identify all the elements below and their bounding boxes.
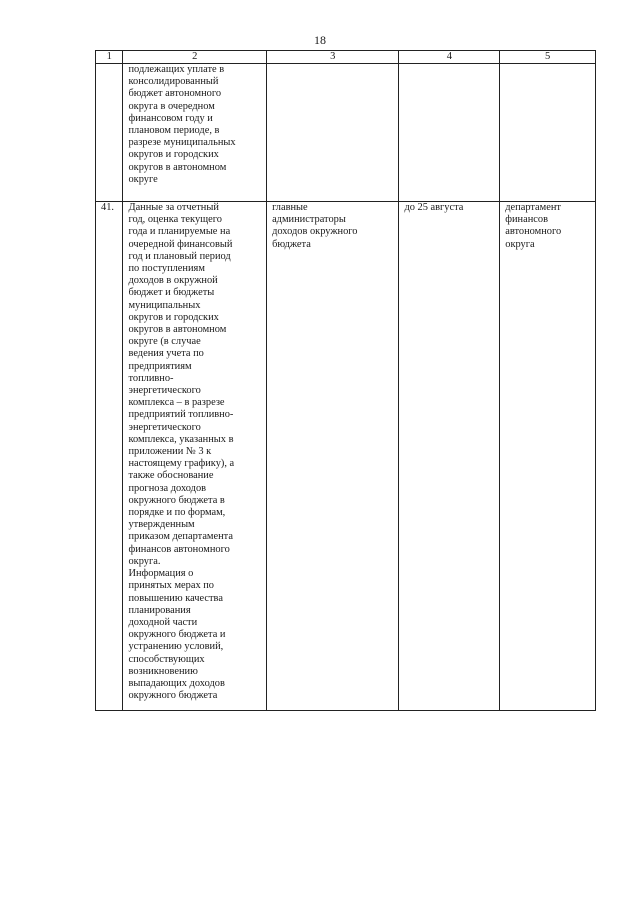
row-recipient <box>500 64 596 202</box>
row-responsible <box>267 64 399 202</box>
table-row <box>96 64 596 202</box>
row-recipient: департамент финансов автономного округа <box>500 202 596 711</box>
row-description: подлежащих уплате в консолидированный бюджет автономного округа в очередном финансовом году и плановом периоде, в разрезе муниципальных округов и городских округов в автономном округе <box>123 64 267 202</box>
row-number <box>96 64 123 202</box>
column-header-4: 4 <box>399 51 500 64</box>
column-header-1: 1 <box>96 51 123 64</box>
column-header-5: 5 <box>500 51 596 64</box>
table-row <box>96 202 596 711</box>
page-number: 18 <box>314 33 326 47</box>
row-description: Данные за отчетный год, оценка текущего года и планируемые на очередной финансовый год и плановый период по поступлениям доходов в окружной бюджет и бюджеты муниципальных округов и городских округов в автономном округе (в случае ведения учета по предприятиям топливно- энергетического комплекса – в разрезе предприятий топливно- энергетического комплекса, указанных в приложении № 3 к настоящему графику), а также обоснование прогноза доходов окружного бюджета в порядке и по формам, утвержденным приказом департамента финансов автономного округа. Информация о принятых мерах по повышению качества планирования доходной части окружного бюджета и устранению условий, способствующих возникновению выпадающих доходов окружного бюджета <box>123 202 267 711</box>
row-number: 41. <box>96 202 123 711</box>
column-header-2: 2 <box>123 51 267 64</box>
row-deadline <box>399 64 500 202</box>
row-responsible: главные администраторы доходов окружного бюджета <box>267 202 399 711</box>
schedule-table <box>95 50 596 711</box>
row-deadline: до 25 августа <box>399 202 500 711</box>
column-header-3: 3 <box>267 51 399 64</box>
column-number-row <box>96 51 596 64</box>
